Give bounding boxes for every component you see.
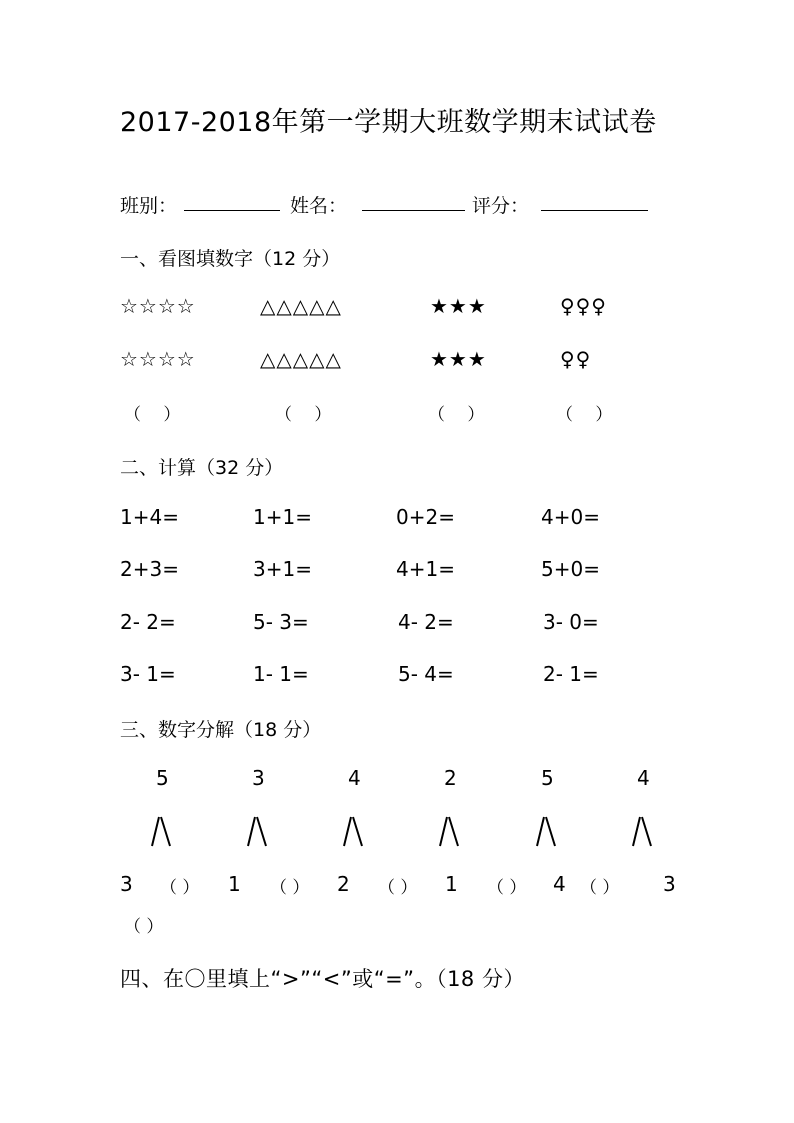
decompose-number: 5 (156, 766, 169, 790)
shape-group: ★★★ (430, 347, 487, 371)
shape-group: △△△△△ (260, 294, 342, 318)
shape-group: ☆☆☆☆ (120, 347, 196, 371)
answer-blank[interactable]: （ ） (124, 917, 164, 937)
answer-blank[interactable]: （ ） (378, 878, 418, 898)
equation: 1+1= (253, 505, 312, 529)
equation: 4+1= (396, 557, 455, 581)
equation: 5- 4= (398, 662, 454, 686)
answer-blank[interactable]: （ ） (428, 405, 485, 425)
section3-heading: 三、数字分解（18 分） (120, 719, 322, 741)
answer-blank[interactable]: （ ） (487, 878, 527, 898)
split-branch-icon (535, 815, 557, 847)
score-blank[interactable] (541, 210, 648, 211)
shape-group: ♀♀ (560, 347, 592, 371)
name-label: 姓名： (290, 195, 348, 217)
equation: 3+1= (253, 557, 312, 581)
shape-group: ☆☆☆☆ (120, 294, 196, 318)
section2-heading: 二、计算（32 分） (120, 457, 284, 479)
class-label: 班别： (120, 195, 178, 217)
answer-blank[interactable]: （ ） (580, 878, 620, 898)
decompose-part: 3 (663, 872, 676, 896)
equation: 4+0= (541, 505, 600, 529)
equation: 3- 1= (120, 662, 176, 686)
split-branch-icon (246, 815, 268, 847)
answer-blank[interactable]: （ ） (556, 405, 613, 425)
shape-group: ♀♀♀ (560, 294, 607, 318)
shape-group: △△△△△ (260, 347, 342, 371)
decompose-part: 1 (445, 872, 458, 896)
decompose-number: 3 (252, 766, 265, 790)
page-title: 2017-2018年第一学期大班数学期末试试卷 (120, 107, 657, 138)
decompose-part: 4 (553, 872, 566, 896)
equation: 2- 1= (543, 662, 599, 686)
score-label: 评分： (472, 195, 530, 217)
decompose-number: 5 (541, 766, 554, 790)
decompose-part: 2 (337, 872, 350, 896)
split-branch-icon (631, 815, 653, 847)
equation: 4- 2= (398, 610, 454, 634)
decompose-number: 4 (348, 766, 361, 790)
decompose-part: 3 (120, 872, 133, 896)
equation: 2+3= (120, 557, 179, 581)
shape-group: ★★★ (430, 294, 487, 318)
class-blank[interactable] (184, 210, 280, 211)
equation: 2- 2= (120, 610, 176, 634)
equation: 5- 3= (253, 610, 309, 634)
equation: 5+0= (541, 557, 600, 581)
answer-blank[interactable]: （ ） (270, 878, 310, 898)
split-branch-icon (438, 815, 460, 847)
split-branch-icon (150, 815, 172, 847)
answer-blank[interactable]: （ ） (160, 878, 200, 898)
answer-blank[interactable]: （ ） (124, 405, 181, 425)
decompose-part: 1 (228, 872, 241, 896)
equation: 1- 1= (253, 662, 309, 686)
name-blank[interactable] (362, 210, 465, 211)
answer-blank[interactable]: （ ） (275, 405, 332, 425)
equation: 1+4= (120, 505, 179, 529)
equation: 3- 0= (543, 610, 599, 634)
decompose-number: 4 (637, 766, 650, 790)
equation: 0+2= (396, 505, 455, 529)
section4-heading: 四、在〇里填上“>”“<”或“=”。（18 分） (120, 967, 525, 991)
decompose-number: 2 (444, 766, 457, 790)
section1-heading: 一、看图填数字（12 分） (120, 248, 341, 270)
split-branch-icon (342, 815, 364, 847)
